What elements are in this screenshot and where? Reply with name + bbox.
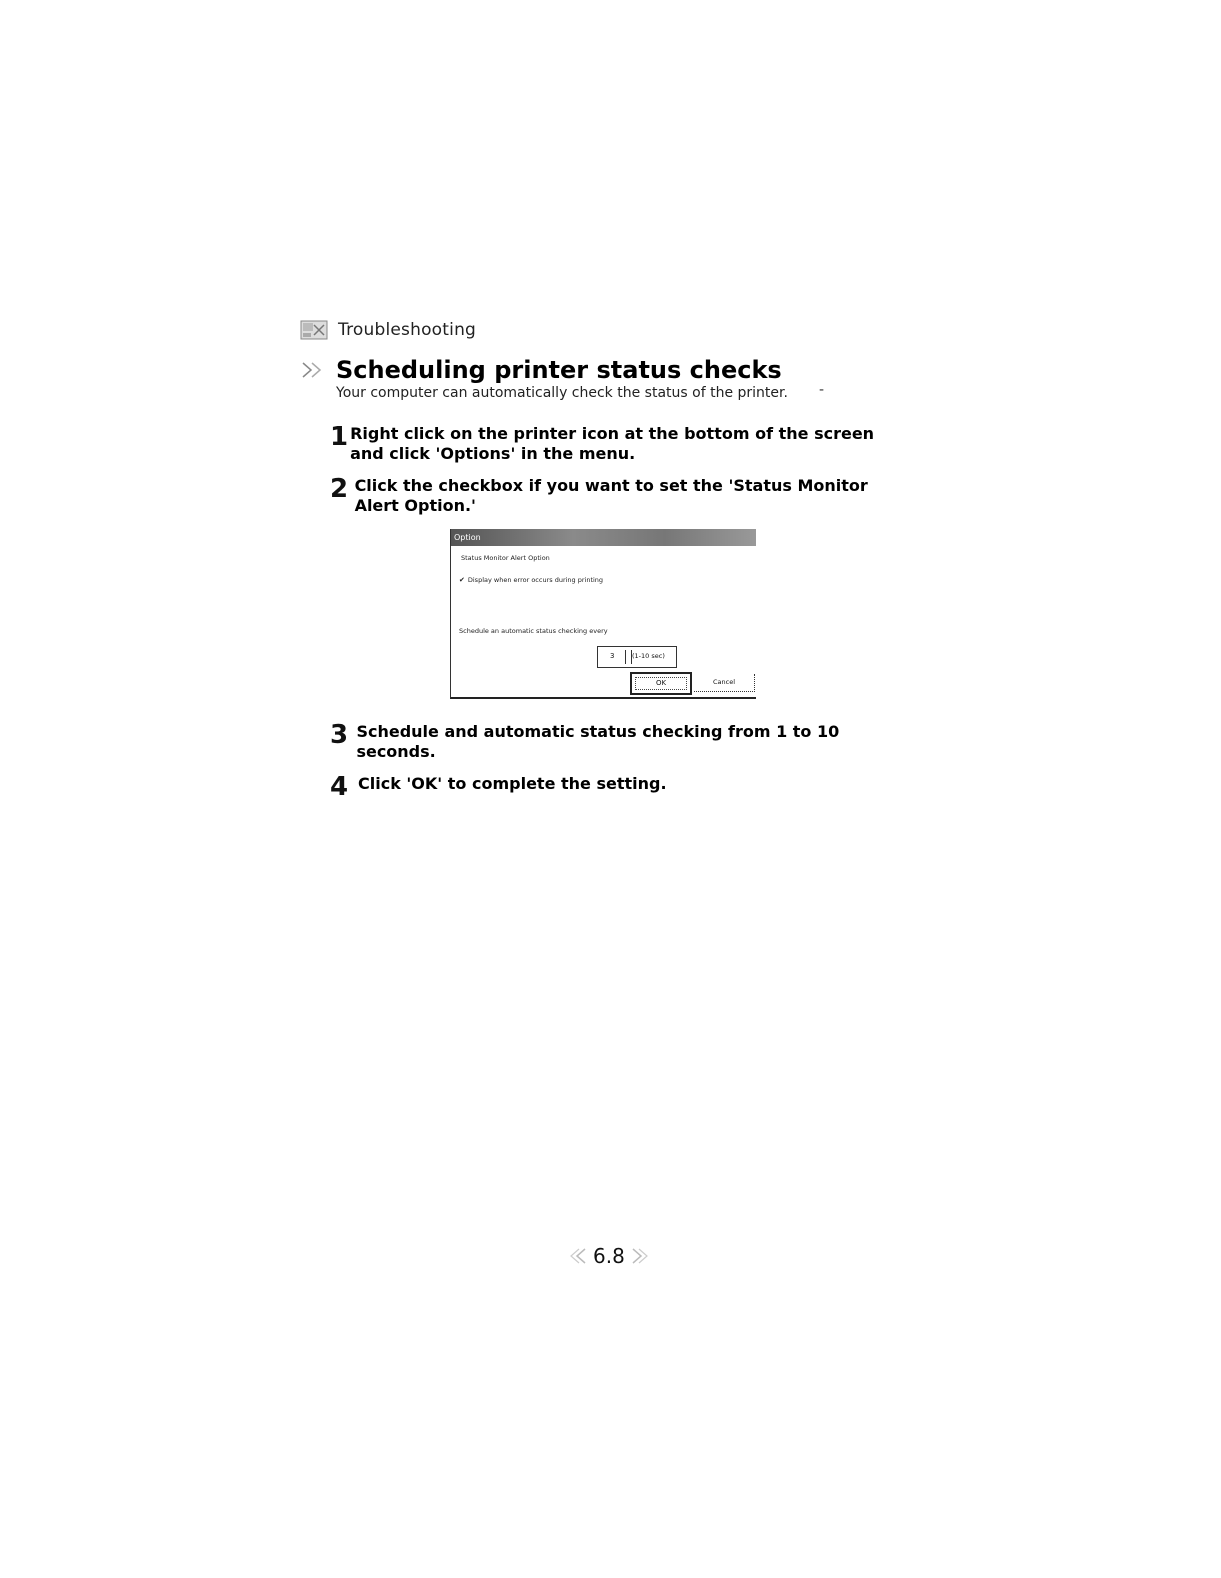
checkbox-label: Display when error occurs during printing bbox=[467, 576, 604, 584]
step-4 bbox=[330, 774, 890, 800]
checkbox-checked-icon[interactable]: ✔ bbox=[459, 576, 465, 584]
step-text: Schedule and automatic status checking from 1 to 10 seconds. bbox=[356, 722, 840, 761]
ok-label: OK bbox=[655, 679, 667, 687]
page-title: Scheduling printer status checks bbox=[336, 356, 782, 384]
heading bbox=[300, 356, 782, 384]
alert-option-row[interactable] bbox=[459, 576, 603, 584]
stepper-range: (1-10 sec) bbox=[632, 652, 665, 660]
page-number bbox=[567, 1244, 651, 1268]
step-2 bbox=[330, 476, 910, 516]
page-number-text: 6.8 bbox=[593, 1244, 625, 1268]
step-text: Right click on the printer icon at the bottom of the screen and click 'Options' in the menu. bbox=[350, 424, 875, 463]
step-3 bbox=[330, 722, 890, 762]
troubleshooting-icon bbox=[300, 320, 328, 340]
double-chevron-icon bbox=[300, 359, 326, 381]
ok-button[interactable] bbox=[630, 672, 692, 695]
options-dialog bbox=[450, 529, 756, 699]
interval-stepper[interactable] bbox=[597, 646, 677, 668]
step-text: Click 'OK' to complete the setting. bbox=[358, 774, 667, 793]
section-header bbox=[300, 320, 476, 340]
chevron-left-icon bbox=[567, 1244, 589, 1268]
stray-mark: - bbox=[819, 382, 825, 398]
focus-ring bbox=[635, 677, 687, 690]
step-number: 4 bbox=[330, 772, 349, 802]
step-number: 2 bbox=[330, 474, 349, 504]
stepper-value[interactable]: 3 bbox=[610, 652, 615, 660]
stepper-arrows-icon[interactable] bbox=[625, 650, 632, 664]
dialog-title: Option bbox=[451, 529, 756, 546]
cancel-button[interactable]: Cancel bbox=[694, 674, 755, 692]
step-text: Click the checkbox if you want to set the 'Status Monitor Alert Option.' bbox=[354, 476, 868, 515]
intro-text: Your computer can automatically check the status of the printer. bbox=[336, 385, 788, 401]
step-number: 3 bbox=[330, 720, 349, 750]
group-label: Status Monitor Alert Option bbox=[461, 554, 550, 562]
step-number: 1 bbox=[330, 422, 349, 452]
step-1 bbox=[330, 424, 890, 464]
chevron-right-icon bbox=[629, 1244, 651, 1268]
schedule-label: Schedule an automatic status checking every bbox=[459, 627, 608, 635]
section-label: Troubleshooting bbox=[338, 320, 477, 340]
